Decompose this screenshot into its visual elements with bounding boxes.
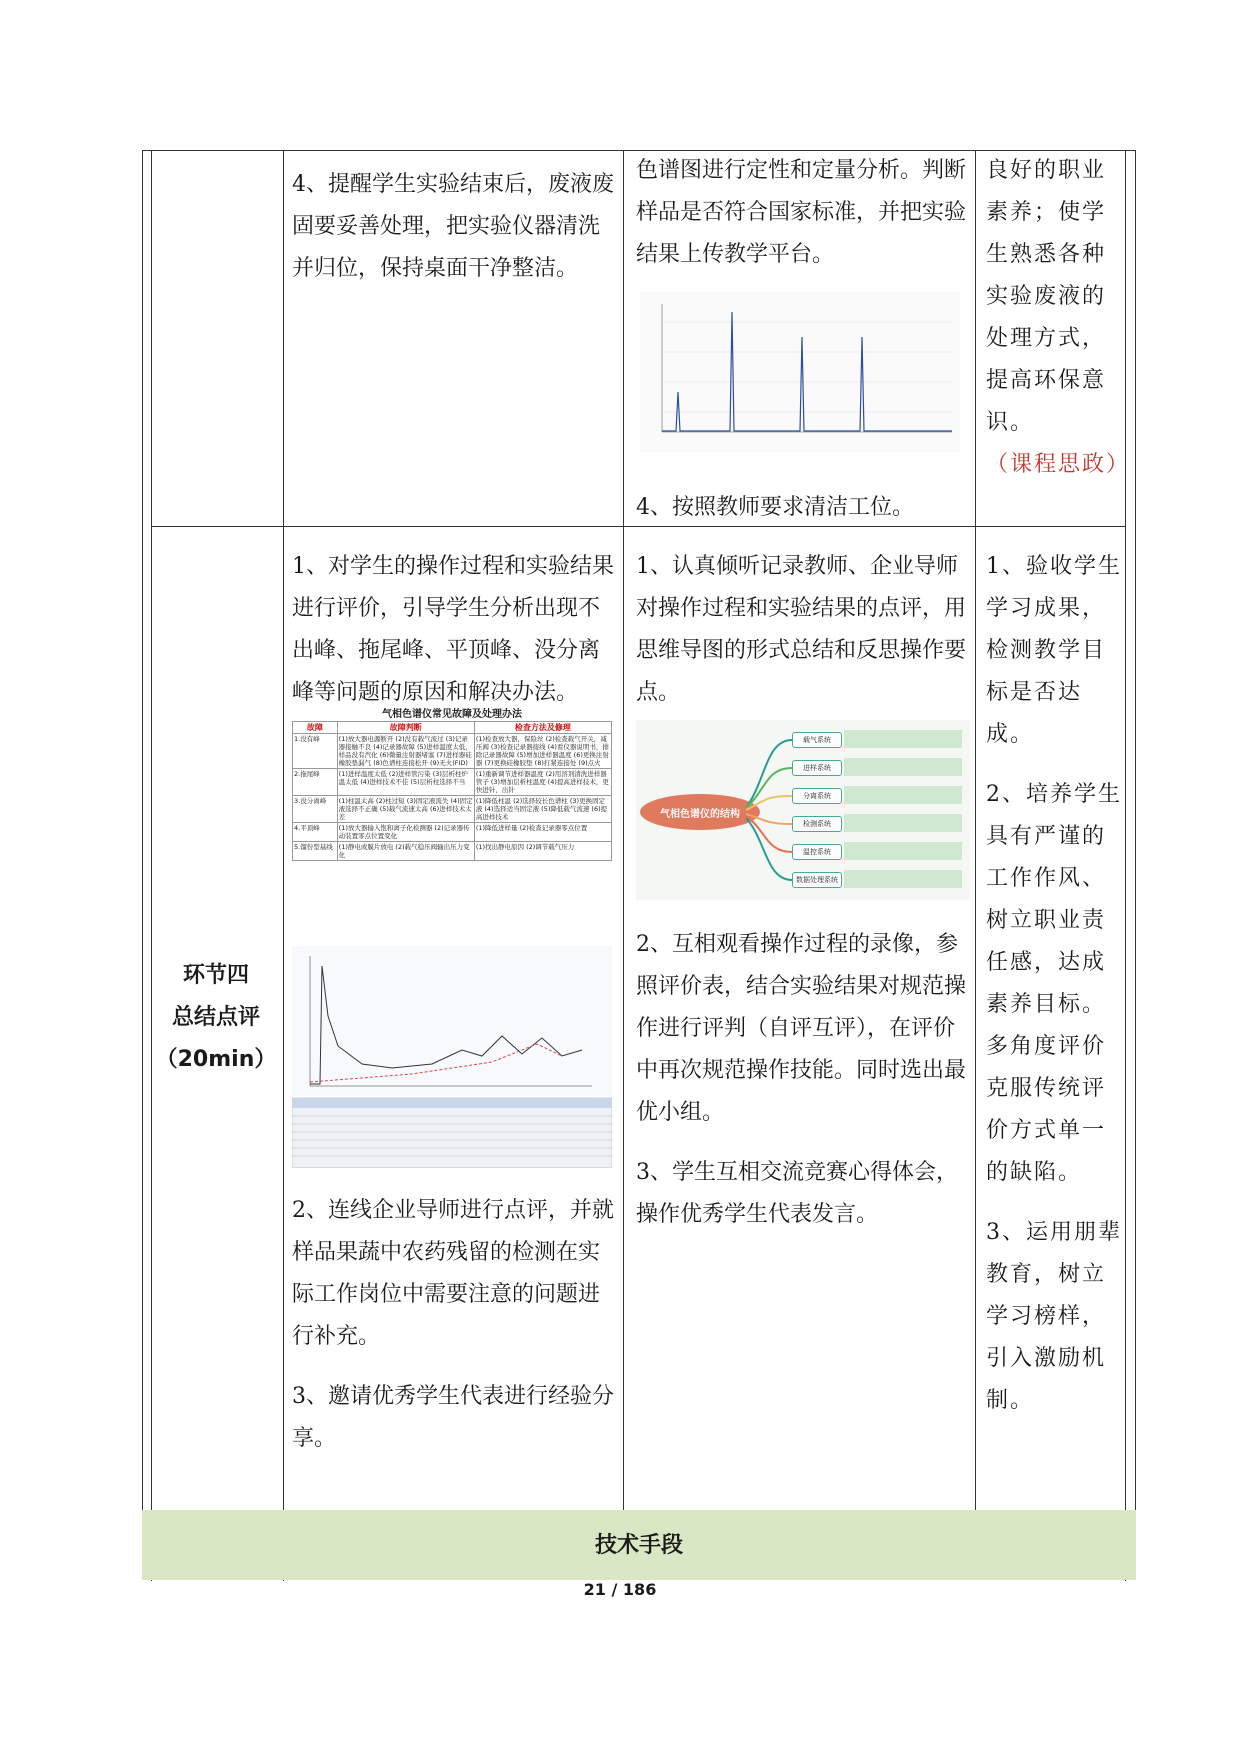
mindmap-branch: 检测系统 xyxy=(792,816,842,832)
fault-table-cell: (1)找出静电原因 (2)调节载气压力 xyxy=(474,842,611,861)
fault-table xyxy=(292,721,612,861)
section-band xyxy=(142,1510,1136,1580)
row2-intent-cell xyxy=(986,546,1124,1440)
mindmap-branch: 载气系统 xyxy=(792,732,842,748)
stage-time: （20min） xyxy=(155,1047,277,1072)
mindmap-center-label: 气相色谱仪的结构 xyxy=(660,809,740,820)
row2-intent-text3: 3、运用朋辈教育，树立学习榜样，引入激励机制。 xyxy=(986,1220,1122,1413)
col-divider xyxy=(623,151,624,1511)
row2-student-cell-2 xyxy=(636,924,972,1254)
stage-label xyxy=(150,955,282,1081)
row2-teacher-cell xyxy=(292,546,614,732)
row2-teacher-text2: 2、连线企业导师进行点评，并就样品果蔬中农药残留的检测在实际工作岗位中需要注意的问题进行补充。 xyxy=(292,1198,614,1349)
stage-name: 环节四 xyxy=(182,963,249,988)
row2-teacher-cell-2 xyxy=(292,1190,614,1478)
row2-student-text1: 1、认真倾听记录教师、企业导师对操作过程和实验结果的点评，用思维导图的形式总结和反思操作要点。 xyxy=(636,554,967,705)
row1-student-cell xyxy=(636,150,972,294)
fault-table-header: 故障 xyxy=(293,722,338,734)
mindmap-branch: 数据处理系统 xyxy=(792,872,842,888)
chromatogram-2-svg xyxy=(292,946,612,1168)
chromatogram-figure-2 xyxy=(292,946,612,1168)
chromatogram-figure xyxy=(640,292,960,452)
row1-intent-tag: （课程思政） xyxy=(986,452,1131,477)
fault-table-cell: (1)降低进样量 (2)检查记录器零点位置 xyxy=(474,823,611,842)
fault-table-cell: (1)静电或膜片放电 (2)载气稳压阀输出压力变化 xyxy=(337,842,474,861)
mindmap-branch: 温控系统 xyxy=(792,844,842,860)
fault-table-row xyxy=(293,842,612,861)
fault-table-caption: 气相色谱仪常见故障及处理办法 xyxy=(382,709,522,720)
col-divider xyxy=(1125,151,1126,1581)
row2-student-cell xyxy=(636,546,972,732)
row1-teacher-text: 4、提醒学生实验结束后，废液废固要妥善处理，把实验仪器清洗并归位，保持桌面干净整洁。 xyxy=(292,172,614,281)
mindmap-branch: 进样系统 xyxy=(792,760,842,776)
fault-table-cell: 4.平顶峰 xyxy=(293,823,338,842)
fault-table-header: 故障判断 xyxy=(337,722,474,734)
fault-table-cell: 5.馏份型基线 xyxy=(293,842,338,861)
fault-table-cell: (1)降低柱温 (2)选择较长色谱柱 (3)更换固定液 (4)选择适当固定液 (5)降低载气流速 (6)提高进样技术 xyxy=(474,796,611,823)
fault-table-cell: (1)进样温度太低 (2)进样管污染 (3)层析柱炉温太低 (4)进样技术不佳 (5)层析柱选择不当 xyxy=(337,769,474,796)
row2-teacher-text3: 3、邀请优秀学生代表进行经验分享。 xyxy=(292,1384,614,1451)
stage-title: 总结点评 xyxy=(171,1005,260,1030)
fault-table-cell: (1)柱温太高 (2)柱过短 (3)固定液流失 (4)固定液选择不正确 (5)载气流速太高 (6)进样技术太差 xyxy=(338,797,473,821)
section-band-title: 技术手段 xyxy=(594,1533,683,1558)
fault-table-figure xyxy=(292,710,612,940)
mindmap-branch: 分离系统 xyxy=(792,788,842,804)
fault-table-cell: 2.拖尾峰 xyxy=(293,769,338,796)
chromatogram-svg xyxy=(640,292,960,452)
fault-table-cell: (1)放大器电源断开 (2)没有载气流过 (3)记录器接触不良 (4)记录器故障 (5)进样温度太低，样品没有汽化 (6)微量注射器堵塞 (7)进样器硅橡胶垫漏气 (8)色谱柱连接松开 (9)无火(FID) xyxy=(337,734,474,769)
row2-intent-text2: 2、培养学生具有严谨的工作作风、树立职业责任感，达成素养目标。多角度评价克服传统评价方式单一的缺陷。 xyxy=(986,782,1122,1185)
col-divider xyxy=(975,151,976,1511)
fault-table-header-row xyxy=(293,722,612,734)
row1-student-step4-text: 4、按照教师要求清洁工位。 xyxy=(636,495,914,520)
fault-table-row xyxy=(293,734,612,769)
row1-student-text: 色谱图进行定性和定量分析。判断样品是否符合国家标准，并把实验结果上传教学平台。 xyxy=(636,158,967,267)
fault-table-header: 检查方法及修理 xyxy=(474,722,611,734)
mindmap-figure xyxy=(636,720,970,900)
col-divider xyxy=(283,151,284,1581)
fault-table-cell: 3.没分离峰 xyxy=(293,796,338,823)
fault-table-cell: (1)放大器输入饱和离子化检测器 (2)记录器传动装置零点位置变化 xyxy=(337,823,474,842)
page-number: 21 / 186 xyxy=(583,1580,657,1599)
fault-table-cell: 1.没有峰 xyxy=(293,734,338,769)
col-divider xyxy=(151,151,152,1581)
fault-table-row xyxy=(293,796,612,823)
fault-table-cell: (1)重新调节进样器温度 (2)用溶剂清洗进样器管子 (3)增加层析柱温度 (4)提高进样技术，更快进针、出针 xyxy=(474,769,611,796)
row2-student-text2: 2、互相观看操作过程的录像，参照评价表，结合实验结果对规范操作进行评判（自评互评），在评价中再次规范操作技能。同时选出最优小组。 xyxy=(636,932,967,1125)
row2-intent-text1: 1、验收学生学习成果，检测教学目标是否达成。 xyxy=(986,554,1122,747)
row1-teacher-cell xyxy=(292,164,614,308)
fault-table-cell: (1)检查放大器，保险丝 (2)检查载气开关，减压阀 (3)检查记录器接线 (4)看仪器说明书，排除记录器故障 (5)增加进样器温度 (6)更换注射器 (7)更换硅橡胶垫 (8)打紧连接处 (9)点火 xyxy=(474,734,611,769)
row1-intent-cell xyxy=(986,150,1131,486)
fault-table-row xyxy=(293,823,612,842)
row1-student-step4 xyxy=(636,487,972,547)
row2-student-text3: 3、学生互相交流竞赛心得体会，操作优秀学生代表发言。 xyxy=(636,1160,958,1227)
fault-table-row xyxy=(293,769,612,796)
row2-teacher-text1: 1、对学生的操作过程和实验结果进行评价，引导学生分析出现不出峰、拖尾峰、平顶峰、没分离峰等问题的原因和解决办法。 xyxy=(292,554,614,705)
row1-intent-text: 良好的职业素养；使学生熟悉各种实验废液的处理方式，提高环保意识。 xyxy=(986,158,1107,435)
